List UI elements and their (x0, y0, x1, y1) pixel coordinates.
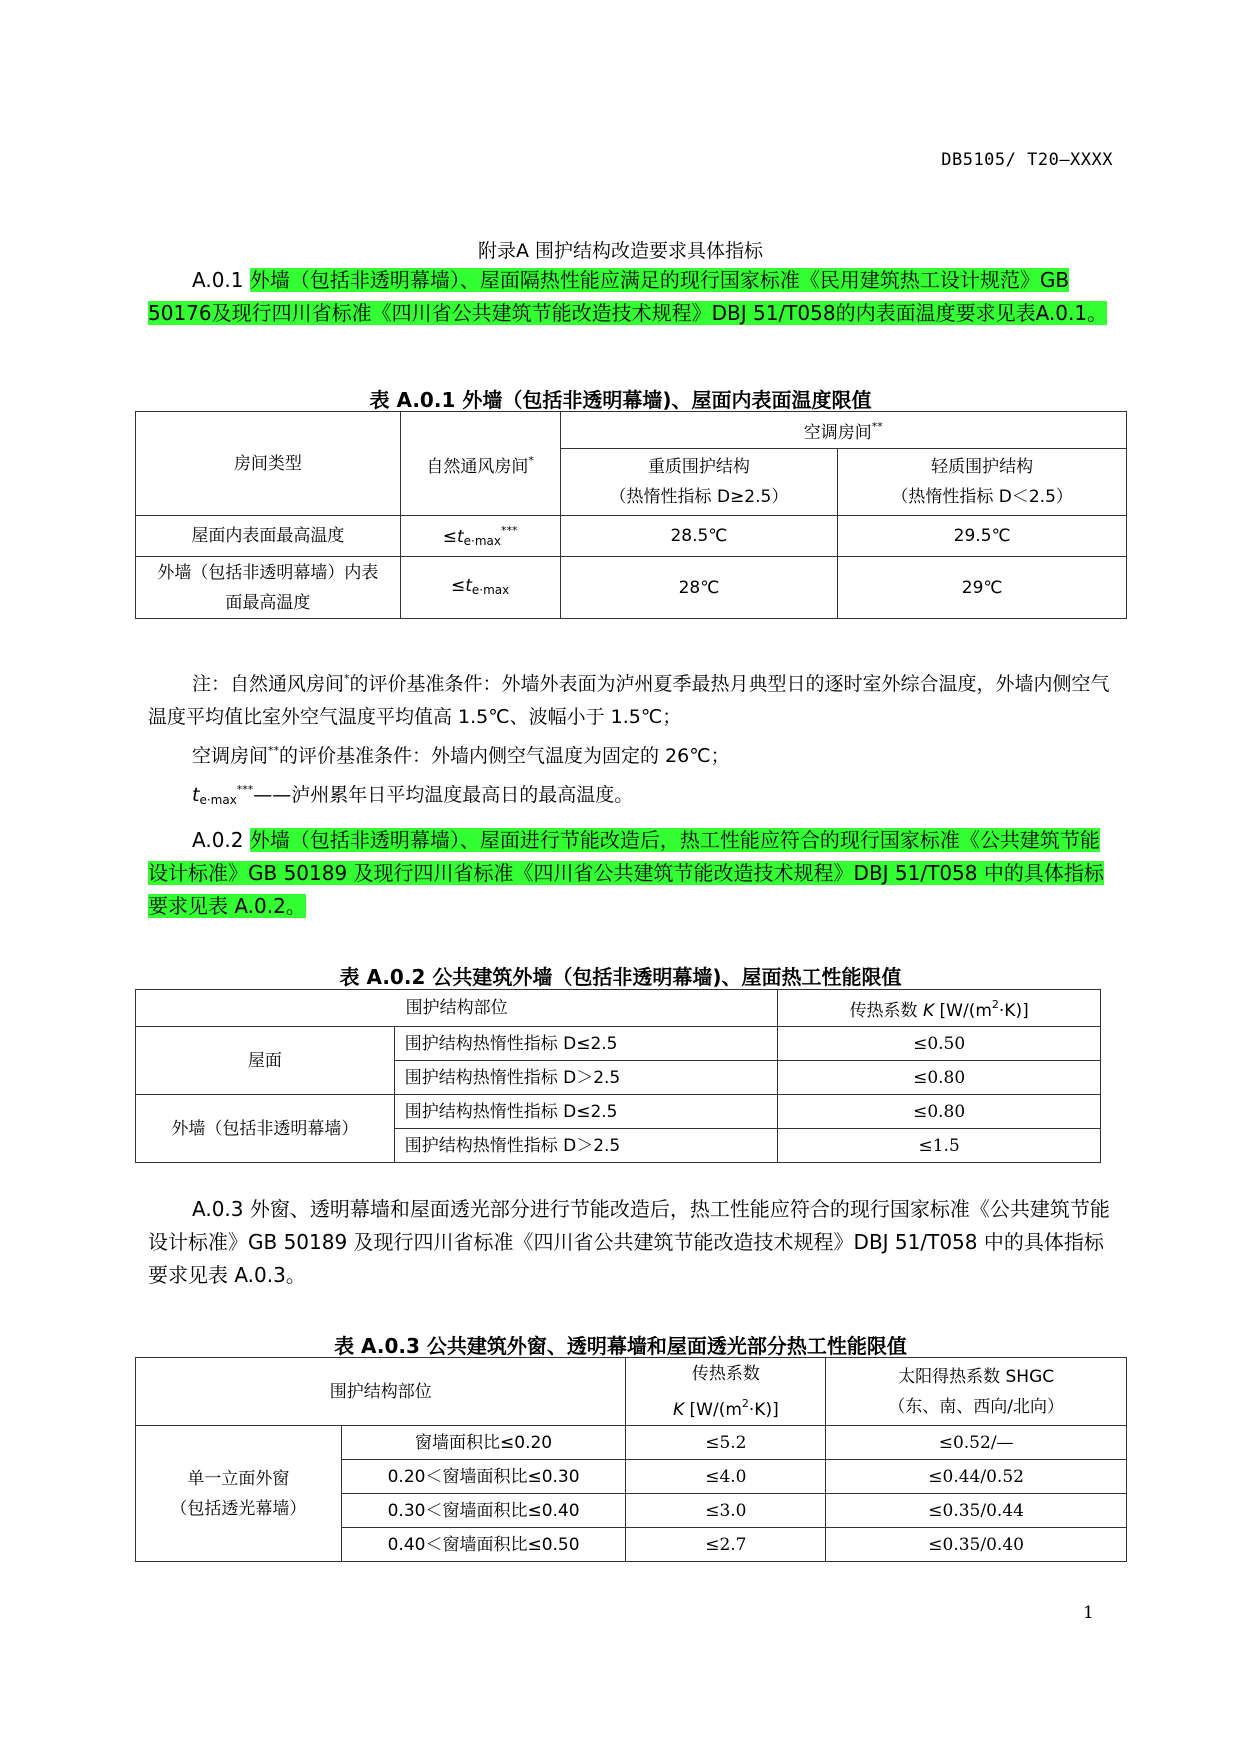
document-code: DB5105/ T20—XXXX (941, 150, 1113, 170)
row-roof-light: 29.5℃ (838, 516, 1127, 557)
row-window-wall-ratio: 窗墙面积比≤0.20 (341, 1426, 626, 1460)
row-window-wall-ratio: 0.20＜窗墙面积比≤0.30 (341, 1460, 626, 1494)
row-wall-label: 外墙（包括非透明幕墙）内表 面最高温度 (136, 557, 401, 619)
group-wall: 外墙（包括非透明幕墙） (136, 1095, 395, 1163)
row-k-value: ≤3.0 (626, 1494, 826, 1528)
row-k-value: ≤0.80 (778, 1095, 1101, 1129)
table-a01 (135, 411, 1127, 619)
row-wall-heavy: 28℃ (560, 557, 838, 619)
row-window-wall-ratio: 0.30＜窗墙面积比≤0.40 (341, 1494, 626, 1528)
row-condition: 围护结构热惰性指标 D＞2.5 (394, 1129, 778, 1163)
table-caption-a02: 表 A.0.2 公共建筑外墙（包括非透明幕墙)、屋面热工性能限值 (339, 965, 902, 989)
header-envelope-part: 围护结构部位 (136, 1358, 626, 1426)
header-air-conditioned: 空调房间** (560, 412, 1126, 449)
paragraph-a01 (148, 264, 1118, 330)
row-condition: 围护结构热惰性指标 D≤2.5 (394, 1095, 778, 1129)
row-roof-heavy: 28.5℃ (560, 516, 838, 557)
page-number: 1 (1083, 1603, 1094, 1623)
row-shgc-value: ≤0.52/— (826, 1426, 1127, 1460)
row-k-value: ≤0.50 (778, 1027, 1101, 1061)
paragraph-a02 (148, 824, 1118, 923)
row-window-wall-ratio: 0.40＜窗墙面积比≤0.50 (341, 1528, 626, 1562)
row-k-value: ≤2.7 (626, 1528, 826, 1562)
row-k-value: ≤5.2 (626, 1426, 826, 1460)
header-heat-transfer-coefficient: 传热系数 K $[W/(m^2\cdot K)]$ (778, 990, 1101, 1027)
note-air-conditioned: 空调房间**的评价基准条件：外墙内侧空气温度为固定的 26℃； (192, 744, 730, 767)
group-roof: 屋面 (136, 1027, 395, 1095)
clause-text-highlighted: 外墙（包括非透明幕墙）、屋面隔热性能应满足的现行国家标准《民用建筑热工设计规范》GB 50176及现行四川省标准《四川省公共建筑节能改造技术规程》DBJ 51/T058的内表面温度要求见表A.0.1。 (148, 268, 1108, 325)
table-caption-a01: 表 A.0.1 外墙（包括非透明幕墙)、屋面内表面温度限值 (369, 388, 872, 412)
row-condition: 围护结构热惰性指标 D＞2.5 (394, 1061, 778, 1095)
row-k-value: ≤1.5 (778, 1129, 1101, 1163)
row-roof-natural: $\le t_{e\cdot max}^{***}$ (400, 516, 560, 557)
row-wall-light: 29℃ (838, 557, 1127, 619)
header-room-type: 房间类型 (136, 412, 401, 516)
row-k-value: ≤0.80 (778, 1061, 1101, 1095)
header-envelope-part: 围护结构部位 (136, 990, 778, 1027)
clause-number: A.0.3 (192, 1197, 244, 1221)
row-wall-natural: $\le t_{e\cdot max}$ (400, 557, 560, 619)
row-k-value: ≤4.0 (626, 1460, 826, 1494)
note-temax: $t_{e\cdot max}^{***}——$泸州累年日平均温度最高日的最高温度。 (192, 783, 634, 807)
header-natural-ventilation: 自然通风房间* (400, 412, 560, 516)
paragraph-a03 (148, 1193, 1118, 1292)
table-a03 (135, 1357, 1127, 1562)
row-shgc-value: ≤0.44/0.52 (826, 1460, 1127, 1494)
group-single-facade-window: 单一立面外窗 （包括透光幕墙） (136, 1426, 342, 1562)
table-caption-a03: 表 A.0.3 公共建筑外窗、透明幕墙和屋面透光部分热工性能限值 (334, 1334, 907, 1358)
header-heavy-structure: 重质围护结构 （热惰性指标 D≥2.5） (560, 449, 838, 516)
header-heat-transfer-coefficient: 传热系数 K $[W/(m^2\cdot K)]$ (626, 1358, 826, 1426)
clause-text-highlighted: 外墙（包括非透明幕墙）、屋面进行节能改造后，热工性能应符合的现行国家标准《公共建筑节能设计标准》GB 50189 及现行四川省标准《四川省公共建筑节能改造技术规程》DBJ 51/T058 中的具体指标要求见表 A.0.2。 (148, 828, 1104, 918)
header-shgc: 太阳得热系数 SHGC （东、南、西向/北向） (826, 1358, 1127, 1426)
row-roof-label: 屋面内表面最高温度 (136, 516, 401, 557)
appendix-title: 附录A 围护结构改造要求具体指标 (477, 240, 764, 262)
row-shgc-value: ≤0.35/0.40 (826, 1528, 1127, 1562)
row-shgc-value: ≤0.35/0.44 (826, 1494, 1127, 1528)
header-light-structure: 轻质围护结构 （热惰性指标 D＜2.5） (838, 449, 1127, 516)
clause-number: A.0.2 (192, 828, 244, 852)
note-natural-ventilation: 注：自然通风房间*的评价基准条件：外墙外表面为泸州夏季最热月典型日的逐时室外综合温度，外墙内侧空气温度平均值比室外空气温度平均值高 1.5℃、波幅小于 1.5℃； (148, 672, 1110, 728)
clause-text: 外窗、透明幕墙和屋面透光部分进行节能改造后，热工性能应符合的现行国家标准《公共建筑节能设计标准》GB 50189 及现行四川省标准《四川省公共建筑节能改造技术规程》DBJ 51/T058 中的具体指标要求见表 A.0.3。 (148, 1197, 1110, 1287)
row-condition: 围护结构热惰性指标 D≤2.5 (394, 1027, 778, 1061)
table-a01-notes (148, 662, 1128, 817)
table-a02 (135, 989, 1101, 1163)
clause-number: A.0.1 (192, 268, 244, 292)
